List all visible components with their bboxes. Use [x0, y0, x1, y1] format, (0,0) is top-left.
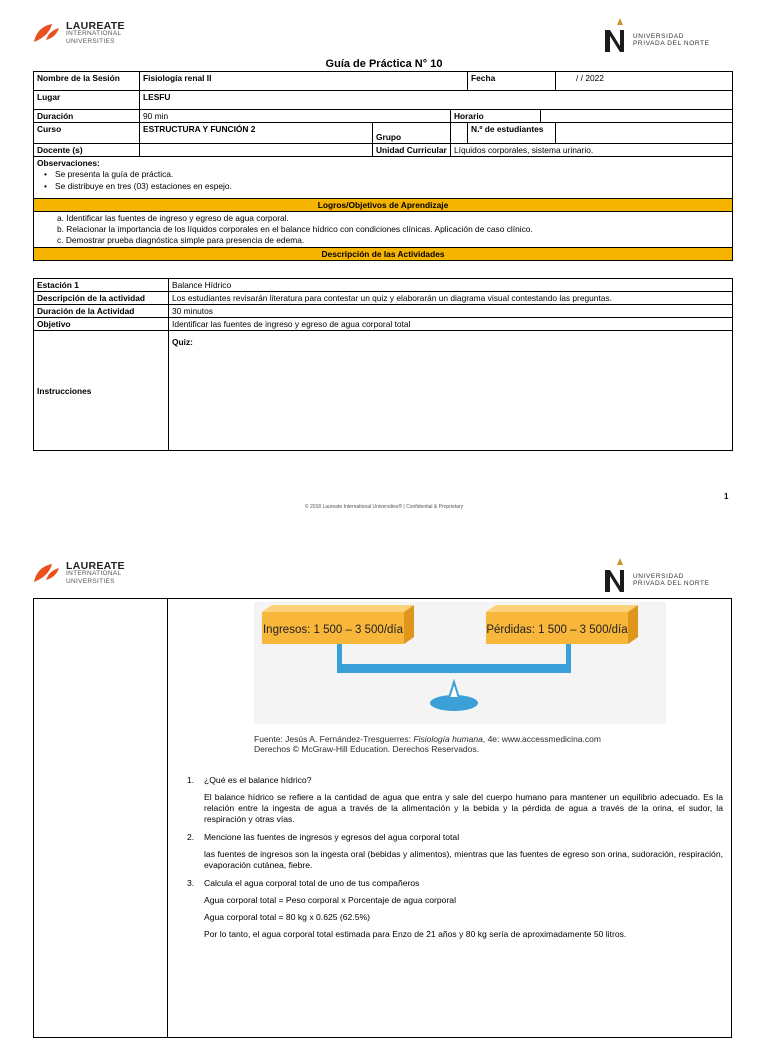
instructions-left-cell [33, 598, 168, 1038]
session-value: Fisiología renal II [140, 72, 468, 91]
unpn-n-icon [603, 18, 629, 52]
question-number: 1. [187, 775, 195, 785]
estudiantes-label: N.º de estudiantes [468, 123, 556, 144]
descripcion-label: Descripción de la actividad [34, 292, 169, 305]
unpn-n-icon [603, 558, 629, 592]
quiz-label: Quiz: [169, 331, 733, 451]
quiz-question [187, 832, 723, 843]
session-label: Nombre de la Sesión [34, 72, 140, 91]
logro-item: c. Demostrar prueba diagnóstica simple para presencia de edema. [57, 235, 305, 245]
logro-item: b. Relacionar la importancia de los líquidos corporales en el balance hídrico con condiciones clínicas. Aplicación de caso clínico. [57, 224, 533, 234]
scale-post-left [337, 642, 342, 668]
unpn-line1: UNIVERSIDAD [633, 33, 685, 40]
unpn-line1: UNIVERSIDAD [633, 573, 685, 580]
scale-post-right [566, 642, 571, 668]
estacion-label: Estación 1 [34, 279, 169, 292]
duracion-actividad-value: 30 minutos [169, 305, 733, 318]
laureate-name: LAUREATE [66, 560, 125, 572]
laureate-name: LAUREATE [66, 20, 125, 32]
estacion-value: Balance Hídrico [169, 279, 733, 292]
session-info-table [33, 71, 733, 261]
lugar-label: Lugar [34, 91, 140, 110]
grupo-label: Grupo [373, 123, 451, 144]
perdidas-label: Pérdidas: 1 500 – 3 500/día [486, 624, 628, 636]
estudiantes-value[interactable] [556, 123, 733, 144]
scale-beam [337, 664, 571, 673]
observaciones-label: Observaciones: [37, 158, 100, 168]
figure-copyright: Derechos © McGraw-Hill Education. Derechos Reservados. [254, 744, 479, 754]
question-text: ¿Qué es el balance hídrico? [204, 775, 312, 785]
laureate-line1: INTERNATIONAL [66, 570, 122, 577]
fecha-label: Fecha [468, 72, 556, 91]
docente-label: Docente (s) [34, 144, 140, 157]
source-book: Fisiología humana [413, 734, 483, 744]
quiz-question [187, 878, 723, 889]
unpn-line2: PRIVADA DEL NORTE [633, 40, 710, 47]
balance-hidrico-figure [254, 602, 666, 724]
page-title: Guía de Práctica N° 10 [325, 58, 443, 70]
laureate-line2: UNIVERSITIES [66, 578, 115, 585]
actividades-header: Descripción de las Actividades [34, 248, 733, 261]
laureate-line1: INTERNATIONAL [66, 30, 122, 37]
unpn-line2: PRIVADA DEL NORTE [633, 580, 710, 587]
ingresos-label: Ingresos: 1 500 – 3 500/día [262, 624, 404, 636]
answer-text: Agua corporal total = Peso corporal x Porcentaje de agua corporal [204, 895, 456, 905]
laureate-logo [32, 562, 125, 586]
unidad-value: Líquidos corporales, sistema urinario. [451, 144, 733, 157]
answer-text: Por lo tanto, el agua corporal total estimada para Enzo de 21 años y 80 kg sería de aproximadamente 50 litros. [204, 929, 627, 939]
unpn-logo [603, 558, 710, 592]
observaciones-cell [34, 157, 733, 199]
descripcion-value: Los estudiantes revisarán literatura para contestar un quiz y elaborarán un diagrama visual contestando las preguntas. [169, 292, 733, 305]
quiz-questions [187, 775, 723, 940]
answer-text: El balance hídrico se refiere a la cantidad de agua que entra y sale del cuerpo humano para mantener un equilibrio adecuado. Es la relación entre la ingesta de agua a través de la alimentación y la bebida y la pérdida de agua a través de la orina, el sudor, la respiración y otras vías. [204, 792, 723, 824]
quiz-question [187, 775, 723, 786]
horario-value[interactable] [541, 110, 733, 123]
grupo-value[interactable] [451, 123, 468, 144]
ingresos-box-top [262, 605, 414, 612]
laureate-logo [32, 22, 125, 46]
logros-list [37, 213, 729, 246]
source-prefix: Fuente: Jesús A. Fernández-Tresguerres: [254, 734, 414, 744]
objetivo-value: Identificar las fuentes de ingreso y egreso de agua corporal total [169, 318, 733, 331]
logros-header: Logros/Objetivos de Aprendizaje [34, 199, 733, 212]
question-text: Calcula el agua corporal total de uno de tus compañeros [204, 878, 420, 888]
page-number: 1 [724, 492, 729, 501]
observaciones-list [37, 168, 729, 192]
perdidas-box-top [486, 605, 638, 612]
objetivo-label: Objetivo [34, 318, 169, 331]
unidad-label: Unidad Curricular [373, 144, 451, 157]
duracion-actividad-label: Duración de la Actividad [34, 305, 169, 318]
docente-value[interactable] [140, 144, 373, 157]
fecha-value[interactable]: / / 2022 [556, 72, 733, 91]
laureate-leaf-icon [32, 22, 60, 44]
question-number: 2. [187, 832, 195, 842]
activity-table [33, 278, 733, 451]
observacion-item: • Se distribuye en tres (03) estaciones en espejo. [55, 180, 729, 192]
duracion-value: 90 min [140, 110, 451, 123]
question-number: 3. [187, 878, 195, 888]
curso-label: Curso [34, 123, 140, 144]
instrucciones-label: Instrucciones [34, 331, 169, 451]
lugar-value: LESFU [140, 91, 733, 110]
footer-copyright: © 2018 Laureate International Universities® | Confidential & Proprietary [304, 504, 464, 510]
answer-text: las fuentes de ingresos son la ingesta oral (bebidas y alimentos), mientras que las fuentes de egreso son orina, sudoración, respiración, evaporación cutánea, fiebre. [204, 849, 723, 870]
laureate-line2: UNIVERSITIES [66, 38, 115, 45]
answer-text: Agua corporal total = 80 kg x 0.625 (62.5%) [204, 912, 371, 922]
observacion-item: • Se presenta la guía de práctica. [55, 168, 729, 180]
horario-label: Horario [451, 110, 541, 123]
source-suffix: , 4e: www.accessmedicina.com [482, 734, 601, 744]
logros-cell [34, 212, 733, 248]
figure-source [254, 734, 601, 744]
logro-item: a. Identificar las fuentes de ingreso y egreso de agua corporal. [57, 213, 289, 223]
laureate-leaf-icon [32, 562, 60, 584]
curso-value: ESTRUCTURA Y FUNCIÓN 2 [140, 123, 373, 144]
question-text: Mencione las fuentes de ingresos y egresos del agua corporal total [204, 832, 460, 842]
unpn-logo [603, 18, 710, 52]
duracion-label: Duración [34, 110, 140, 123]
